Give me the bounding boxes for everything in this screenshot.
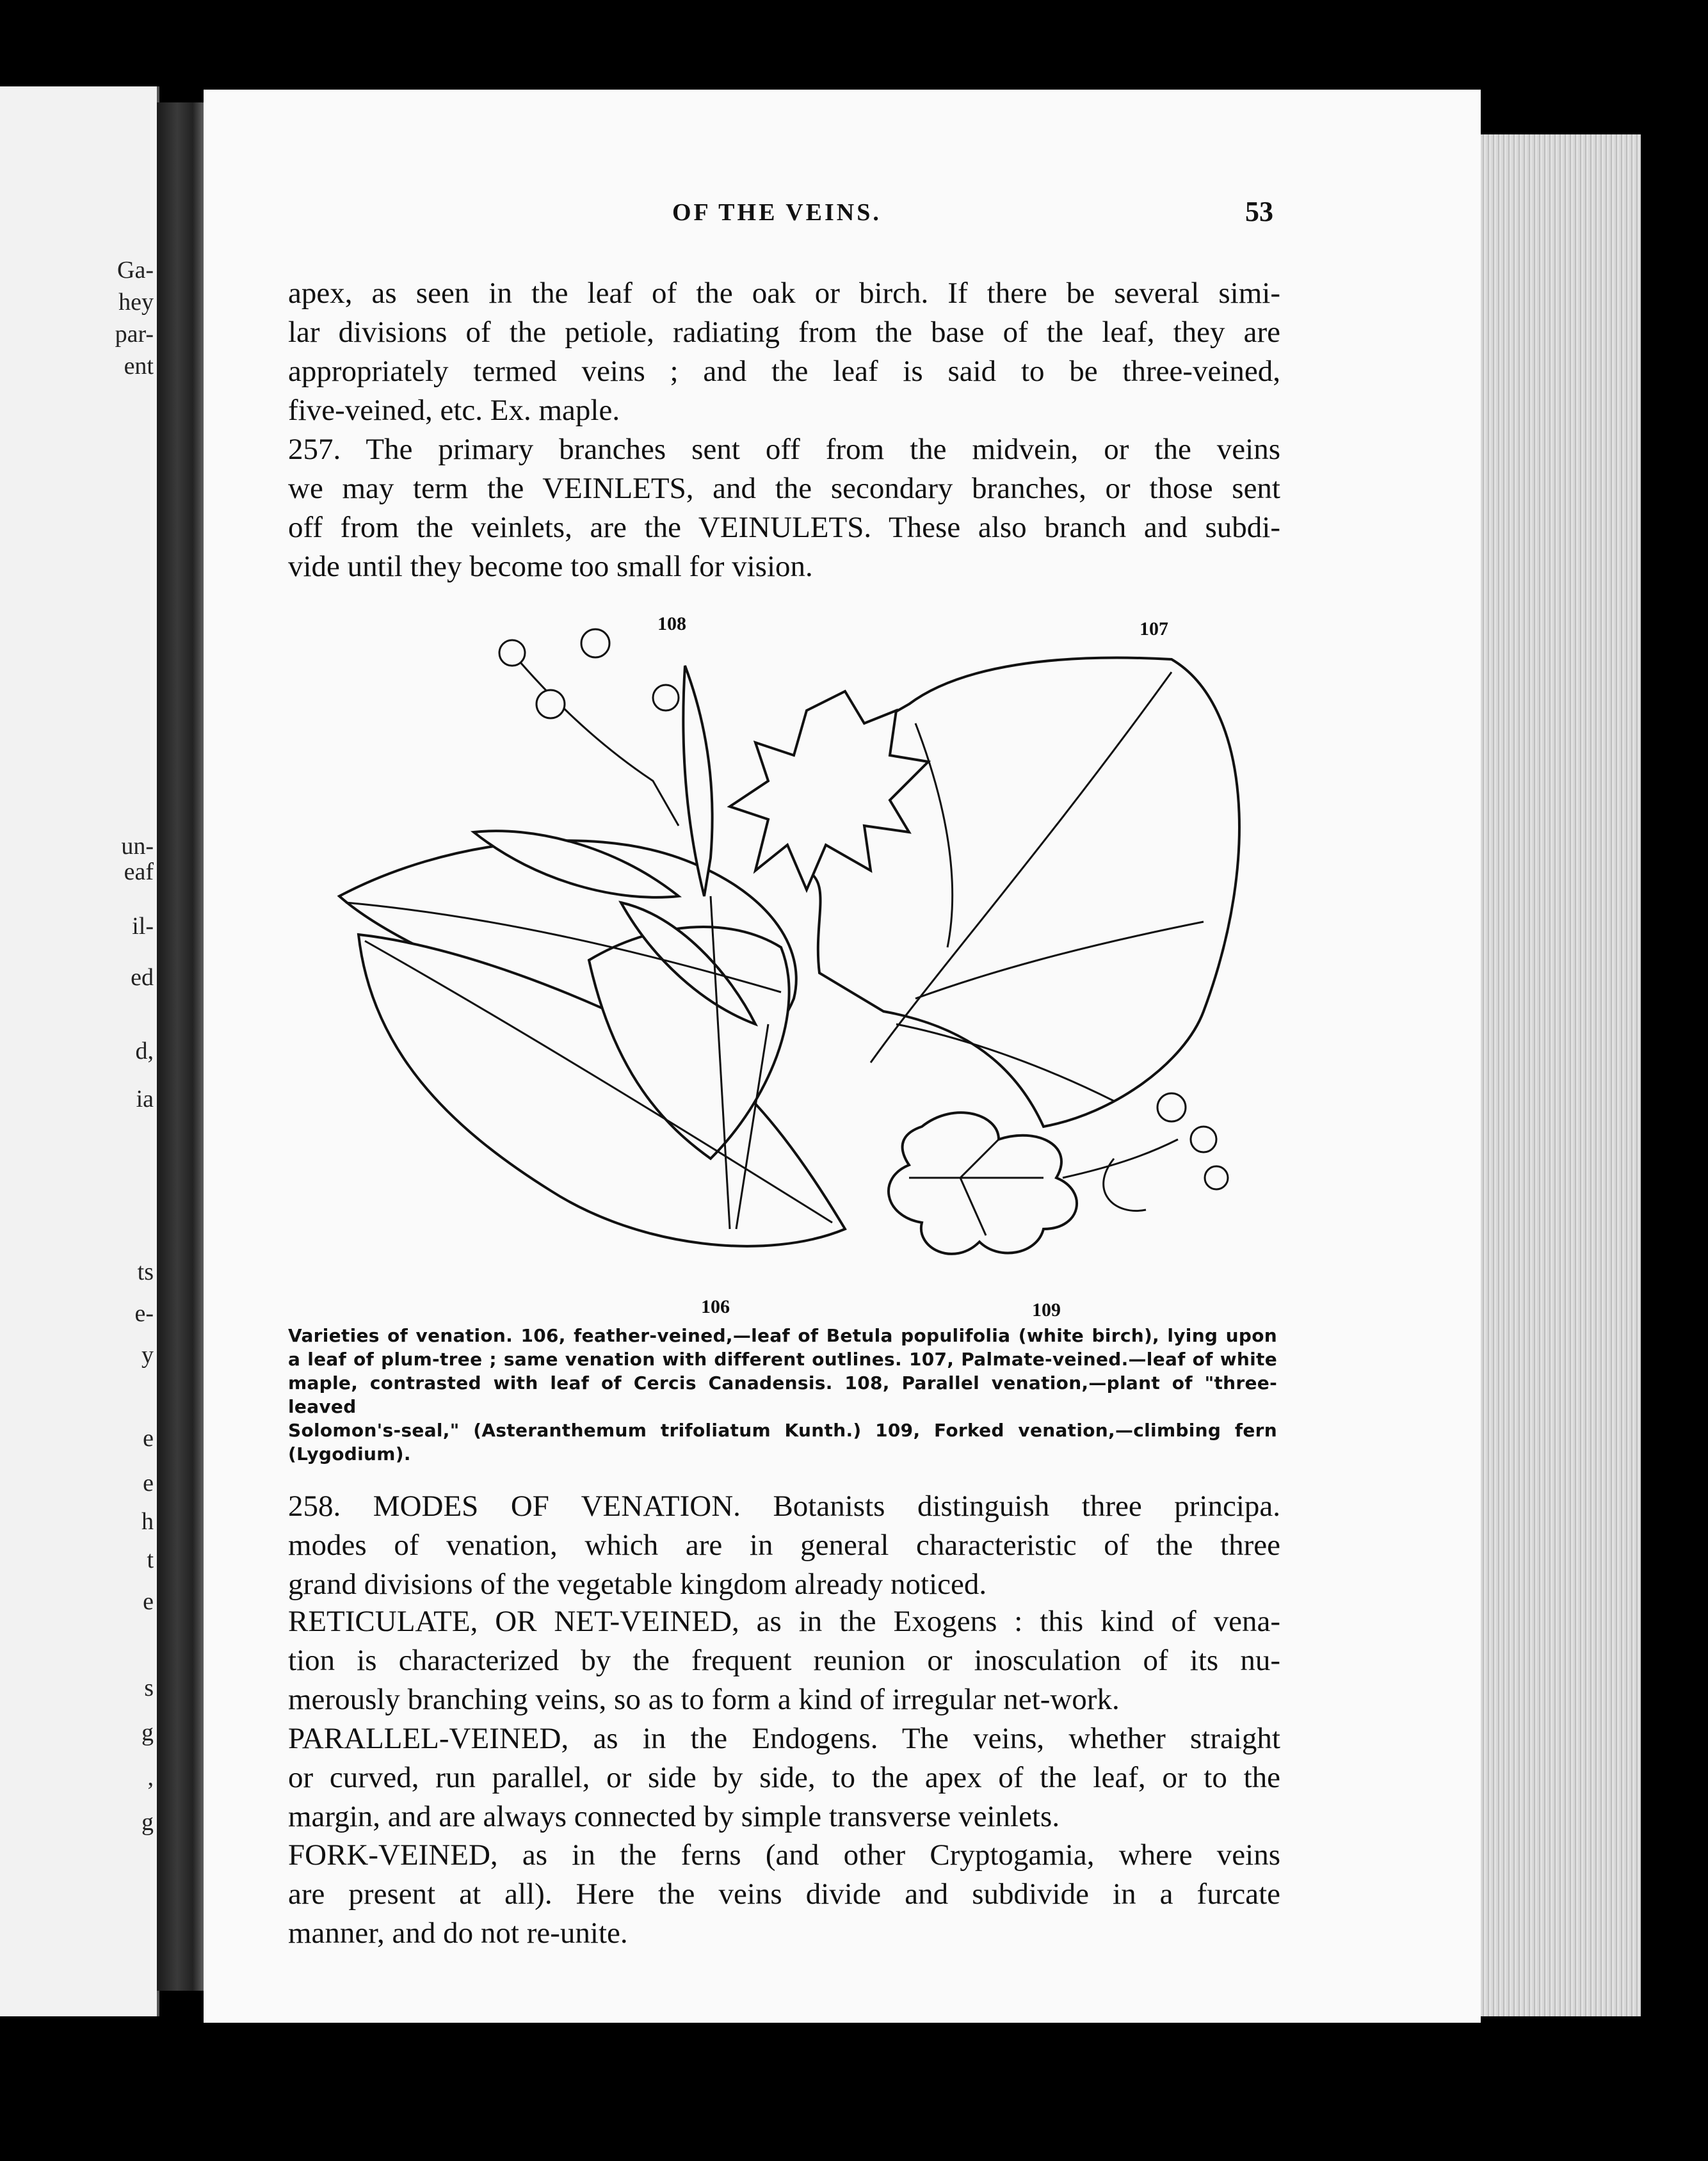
text-line: tion is characterized by the frequent reunion or inosculation of its nu- — [288, 1644, 1280, 1677]
caption-line: maple, contrasted with leaf of Cercis Canadensis. 108, Parallel venation,—plant of "three-leaved — [288, 1372, 1277, 1417]
left-page-fragment: par- — [115, 321, 154, 348]
caption-line: Solomon's-seal," (Asteranthemum trifoliatum Kunth.) 109, Forked venation,—climbing fern — [288, 1420, 1277, 1441]
text-line: lar divisions of the petiole, radiating from the base of the leaf, they are — [288, 316, 1280, 349]
fern-leaflet — [1191, 1127, 1216, 1152]
left-page-fragment: ent — [124, 353, 154, 380]
text-line: modes of venation, which are in general characteristic of the three — [288, 1529, 1280, 1562]
left-page-fragment: eaf — [124, 858, 154, 885]
page-stack-edge — [1481, 134, 1641, 2016]
left-page-fragment: e — [143, 1470, 154, 1497]
figure-number-106: 106 — [701, 1296, 730, 1317]
flower-icon — [499, 640, 525, 666]
left-page-fragment: ts — [137, 1258, 154, 1285]
running-head: OF THE VEINS. — [672, 199, 882, 226]
figure-caption — [288, 1324, 1277, 1466]
left-page-fragment: ed — [131, 964, 154, 991]
book-gutter — [157, 102, 208, 1991]
left-page-fragment: s — [144, 1675, 154, 1701]
caption-line: (Lygodium). — [288, 1443, 411, 1465]
text-line: off from the veinlets, are the VEINULETS. These also branch and subdi- — [288, 511, 1280, 544]
text-line: margin, and are always connected by simple transverse veinlets. — [288, 1800, 1060, 1833]
left-page-fragment: d, — [135, 1038, 154, 1064]
left-page-fragment: il- — [132, 913, 154, 940]
paragraph-veins — [288, 274, 1280, 430]
text-line: apex, as seen in the leaf of the oak or birch. If there be several simi- — [288, 277, 1280, 310]
paragraph-reticulate — [288, 1602, 1280, 1719]
paragraph-258 — [288, 1487, 1280, 1604]
caption-line: a leaf of plum-tree ; same venation with different outlines. 107, Palmate-veined.—leaf of white — [288, 1349, 1277, 1370]
text-line: PARALLEL-VEINED, as in the Endogens. The veins, whether straight — [288, 1722, 1280, 1755]
text-line: grand divisions of the vegetable kingdom already noticed. — [288, 1568, 987, 1601]
flower-icon — [581, 629, 609, 657]
flower-stalk — [512, 653, 679, 826]
left-page-fragment: Ga- — [117, 257, 154, 284]
text-line: merously branching veins, so as to form a kind of irregular net-work. — [288, 1683, 1120, 1716]
left-page-fragment: g — [141, 1719, 154, 1746]
left-page-edge — [0, 86, 159, 2016]
caption-line: Varieties of venation. 106, feather-veined,—leaf of Betula populifolia (white birch), lying upon — [288, 1325, 1277, 1346]
left-page-fragment: e — [143, 1588, 154, 1615]
text-line: manner, and do not re-unite. — [288, 1916, 628, 1950]
left-page-fragment: , — [147, 1764, 154, 1791]
left-page-fragment: hey — [118, 289, 154, 316]
figure-number-109: 109 — [1032, 1299, 1061, 1321]
fern-leaf — [889, 1113, 1077, 1254]
flower-icon — [536, 690, 565, 718]
text-line: 258. MODES OF VENATION. Botanists distinguish three principa. — [288, 1490, 1280, 1523]
left-page-fragment: ia — [136, 1086, 154, 1113]
left-page-fragment: h — [141, 1508, 154, 1535]
paragraph-forked — [288, 1836, 1280, 1953]
left-page-fragment: t — [147, 1546, 154, 1573]
text-line: vide until they become too small for vision. — [288, 550, 813, 583]
paragraph-257 — [288, 430, 1280, 586]
text-line: 257. The primary branches sent off from the midvein, or the veins — [288, 433, 1280, 466]
flower-icon — [653, 685, 679, 711]
fern-leaflet — [1205, 1166, 1228, 1189]
fern-leaflet — [1157, 1093, 1186, 1121]
text-line: FORK-VEINED, as in the ferns (and other Cryptogamia, where veins — [288, 1838, 1280, 1872]
text-line: appropriately termed veins ; and the leaf is said to be three-veined, — [288, 355, 1280, 388]
text-line: we may term the VEINLETS, and the secondary branches, or those sent — [288, 472, 1280, 505]
left-page-fragment: un- — [121, 833, 154, 860]
paragraph-parallel — [288, 1719, 1280, 1836]
venation-illustration — [320, 615, 1274, 1293]
left-page-fragment: g — [141, 1809, 154, 1836]
left-page-fragment: e- — [134, 1300, 154, 1327]
text-line: RETICULATE, OR NET-VEINED, as in the Exogens : this kind of vena- — [288, 1605, 1280, 1638]
left-page-fragment: e — [143, 1425, 154, 1452]
page-number: 53 — [1245, 196, 1273, 227]
text-line: five-veined, etc. Ex. maple. — [288, 394, 620, 427]
text-line: or curved, run parallel, or side by side, to the apex of the leaf, or to the — [288, 1761, 1280, 1794]
figure-number-107: 107 — [1140, 618, 1168, 639]
text-line: are present at all). Here the veins divide and subdivide in a furcate — [288, 1877, 1280, 1911]
fern-tendril — [1063, 1139, 1178, 1211]
left-page-fragment: y — [141, 1342, 154, 1369]
figure-number-108: 108 — [657, 613, 686, 634]
